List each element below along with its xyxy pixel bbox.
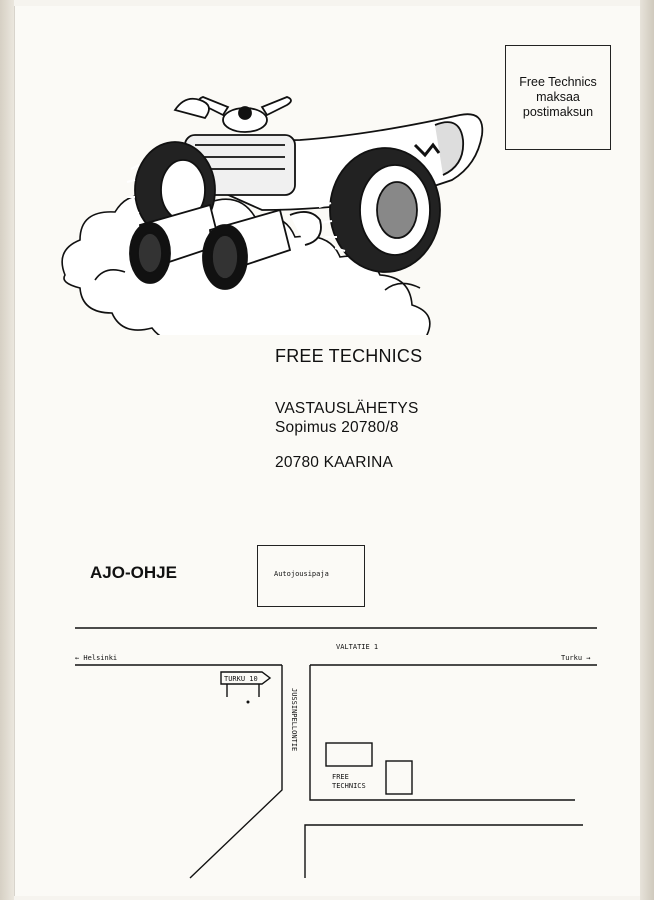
building-free-technics	[326, 743, 372, 766]
label-turku: Turku →	[561, 654, 591, 662]
recipient-name: FREE TECHNICS	[275, 346, 423, 366]
postage-line-1: Free Technics	[519, 75, 597, 89]
address-line-3: 20780 KAARINA	[275, 454, 394, 471]
location-dot	[247, 701, 250, 704]
label-technics: TECHNICS	[332, 782, 366, 790]
building-secondary	[386, 761, 412, 794]
postage-line-3: postimaksun	[522, 105, 594, 119]
label-turku-sign: TURKU 10	[224, 675, 258, 683]
lower-road-edge	[305, 825, 583, 878]
address-line-1: VASTAUSLÄHETYS	[275, 400, 419, 417]
label-free: FREE	[332, 773, 349, 781]
postage-line-2: maksaa	[536, 90, 580, 104]
directions-heading: AJO-OHJE	[90, 563, 177, 582]
legend-label: Autojousipaja	[274, 570, 329, 578]
label-helsinki: ← Helsinki	[75, 654, 118, 662]
side-road-right-edge	[310, 665, 575, 800]
side-road-left-edge	[190, 665, 282, 878]
label-valtatie: VALTATIE 1	[336, 643, 379, 651]
label-side-road: JUSSINPELLONTIE	[290, 688, 298, 752]
address-line-2: Sopimus 20780/8	[275, 419, 399, 436]
